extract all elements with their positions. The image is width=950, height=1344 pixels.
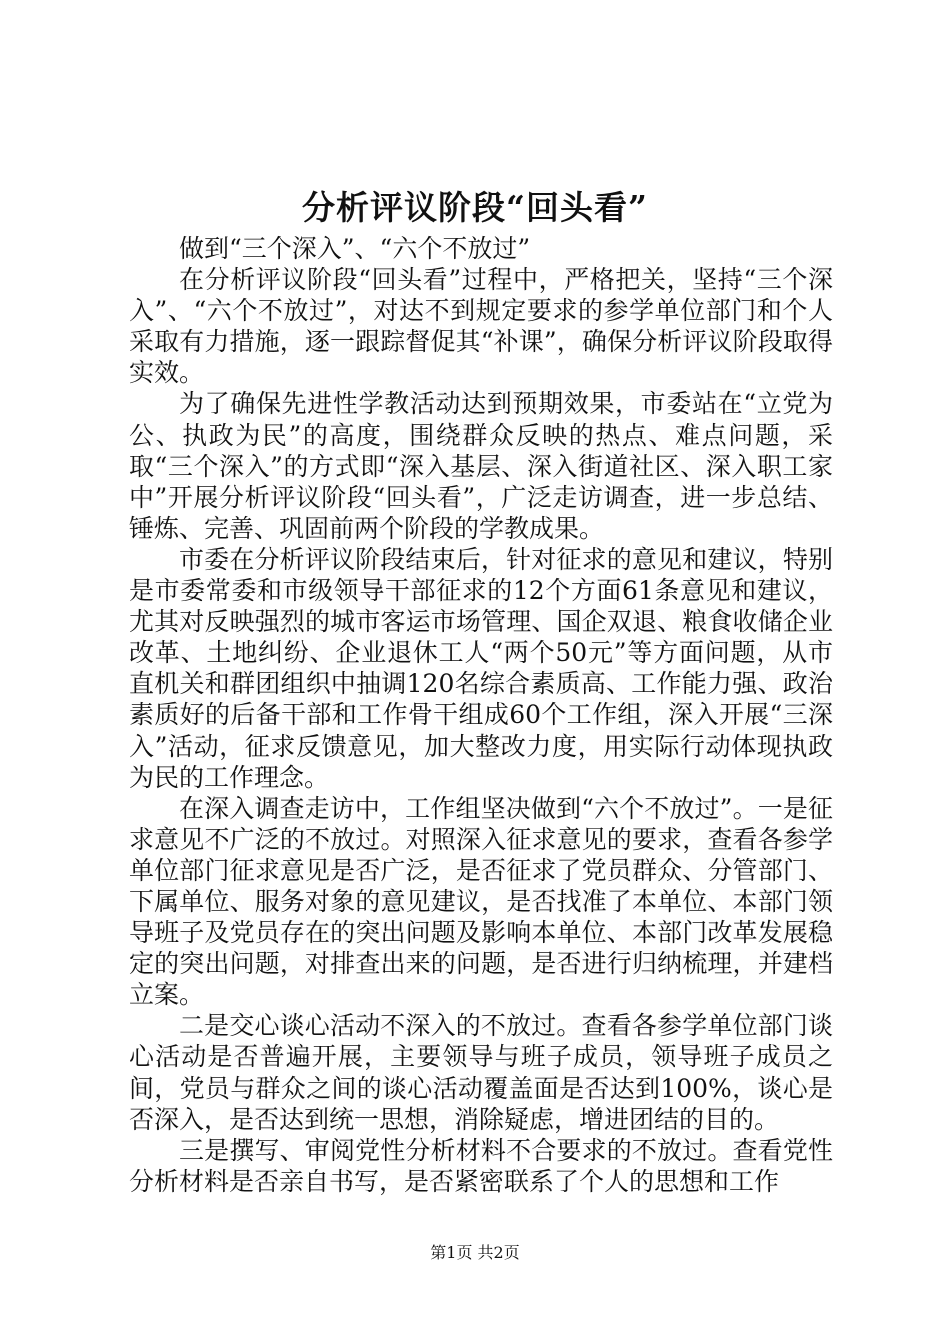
paragraph: 市委在分析评议阶段结束后，针对征求的意见和建议，特别是市委常委和市级领导干部征求的12个方面61条意见和建议，尤其对反映强烈的城市客运市场管理、国企双退、粮食收储企业改革、土地纠纷、企业退休工人“两个50元”等方面问题，从市直机关和群团组织中抽调120名综合素质高、工作能力强、政治素质好的后备干部和工作骨干组成60个工作组，深入开展“三深入”活动，征求反馈意见，加大整改力度，用实际行动体现执政为民的工作理念。	[129, 544, 833, 792]
paragraph: 二是交心谈心活动不深入的不放过。查看各参学单位部门谈心活动是否普遍开展，主要领导与班子成员，领导班子成员之间，党员与群众之间的谈心活动覆盖面是否达到100%，谈心是否深入，是否达到统一思想，消除疑虑，增进团结的目的。	[129, 1011, 833, 1134]
document-body	[129, 233, 833, 1197]
paragraph: 为了确保先进性学教活动达到预期效果，市委站在“立党为公、执政为民”的高度，围绕群众反映的热点、难点问题，采取“三个深入”的方式即“深入基层、深入街道社区、深入职工家中”开展分析评议阶段“回头看”，广泛走访调查，进一步总结、锤炼、完善、巩固前两个阶段的学教成果。	[129, 389, 833, 543]
page-number-footer: 第1页 共2页	[430, 1243, 520, 1262]
paragraph: 在深入调查走访中，工作组坚决做到“六个不放过”。一是征求意见不广泛的不放过。对照深入征求意见的要求，查看各参学单位部门征求意见是否广泛，是否征求了党员群众、分管部门、下属单位、服务对象的意见建议，是否找准了本单位、本部门领导班子及党员存在的突出问题及影响本单位、本部门改革发展稳定的突出问题，对排查出来的问题，是否进行归纳梳理，并建档立案。	[129, 793, 833, 1010]
paragraph: 做到“三个深入”、“六个不放过”	[179, 234, 531, 263]
paragraph: 在分析评议阶段“回头看”过程中，严格把关，坚持“三个深入”、“六个不放过”，对达不到规定要求的参学单位部门和个人采取有力措施，逐一跟踪督促其“补课”，确保分析评议阶段取得实效。	[129, 265, 833, 388]
paragraph: 三是撰写、审阅党性分析材料不合要求的不放过。查看党性分析材料是否亲自书写，是否紧密联系了个人的思想和工作	[129, 1135, 833, 1196]
document-title: 分析评议阶段“回头看”	[302, 188, 648, 227]
